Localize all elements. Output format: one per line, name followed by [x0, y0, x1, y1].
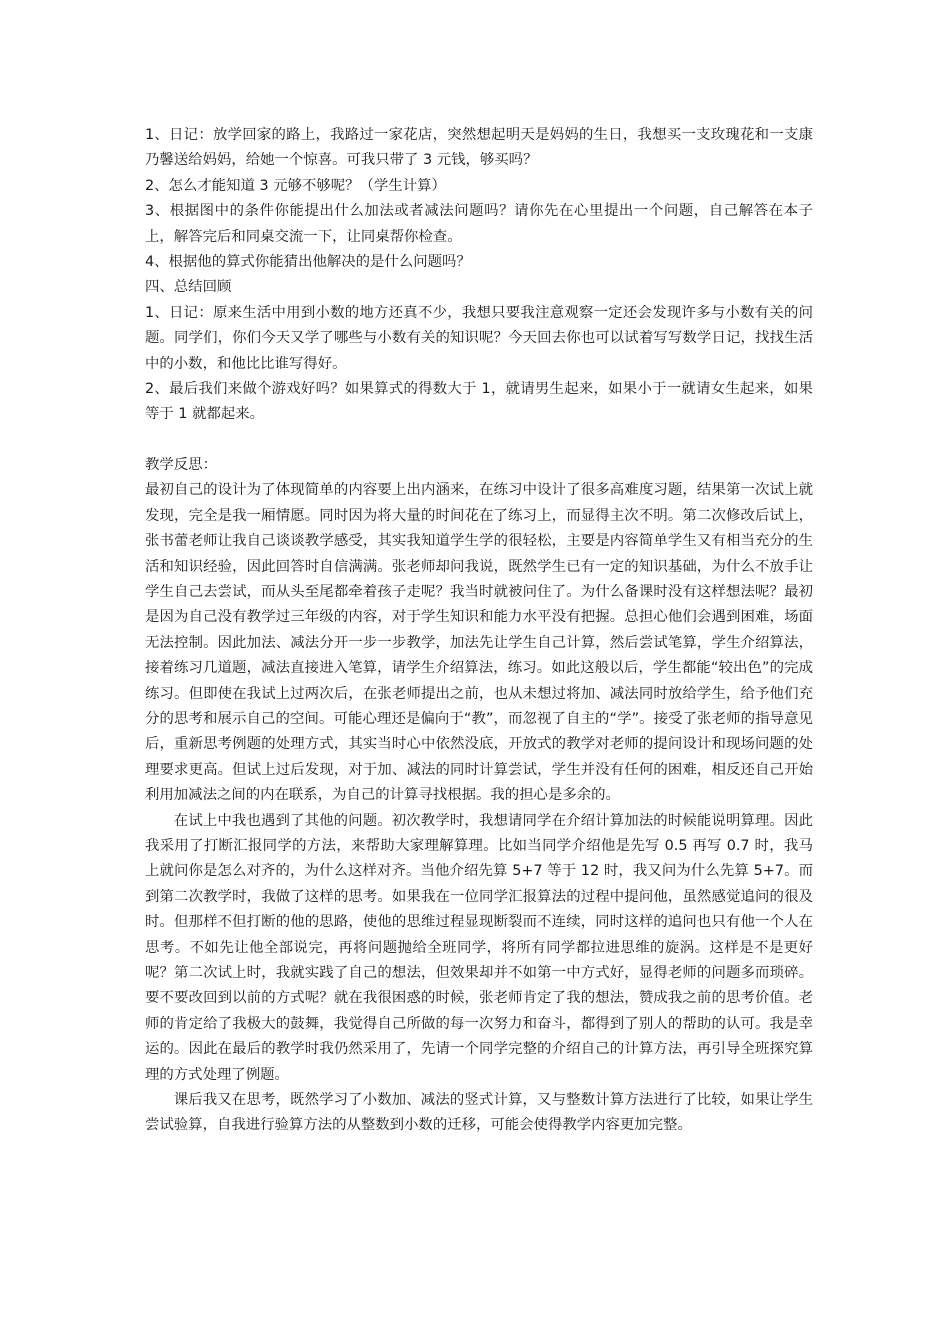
practice-item-2: 2、怎么才能知道 3 元够不够呢？（学生计算）	[145, 177, 446, 194]
practice-item-3: 3、根据图中的条件你能提出什么加法或者减法问题吗？请你先在心里提出一个问题，自己解答在本子上，解答完后和同桌交流一下，让同桌帮你检查。	[145, 203, 813, 245]
reflection-heading: 教学反思：	[145, 456, 217, 473]
reflection-paragraph-2: 在试上中我也遇到了其他的问题。初次教学时，我想请同学在介绍计算加法的时候能说明算理。因此我采用了打断汇报同学的方法，来帮助大家理解算理。比如当同学介绍他是先写 0.5 再写 0.7 时，我马上就问你是怎么对齐的，为什么这样对齐。当他介绍先算 5+7 等于 12 时，我又问为什么先算 5+7。而到第二次教学时，我做了这样的思考。如果我在一位同学汇报算法的过程中提问他，虽然感觉追问的很及时。但那样不但打断的他的思路，使他的思维过程显现断裂而不连续，同时这样的追问也只有他一个人在思考。不如先让他全部说完，再将问题抛给全班同学，将所有同学都拉进思维的旋涡。这样是不是更好呢？第二次试上时，我就实践了自己的想法，但效果却并不如第一中方式好，显得老师的问题多而琐碎。要不要改回到以前的方式呢？就在我很困惑的时候，张老师肯定了我的想法，赞成我之前的思考价值。老师的肯定给了我极大的鼓舞，我觉得自己所做的每一次努力和奋斗，都得到了别人的帮助的认可。我是幸运的。因此在最后的教学时我仍然采用了，先请一个同学完整的介绍自己的计算方法，再引导全班探究算理的方式处理了例题。	[145, 812, 813, 1083]
practice-item-1: 1、日记：放学回家的路上，我路过一家花店，突然想起明天是妈妈的生日，我想买一支玫瑰花和一支康乃馨送给妈妈，给她一个惊喜。可我只带了 3 元钱，够买吗？	[145, 127, 813, 169]
summary-heading: 四、总结回顾	[145, 279, 232, 296]
blank-line	[145, 428, 813, 453]
document-page	[145, 123, 813, 1139]
reflection-paragraph-3: 课后我又在思考，既然学习了小数加、减法的竖式计算，又与整数计算方法进行了比较，如果让学生尝试验算，自我进行验算方法的从整数到小数的迁移，可能会使得教学内容更加完整。	[145, 1092, 813, 1134]
practice-item-4: 4、根据他的算式你能猜出他解决的是什么问题吗？	[145, 254, 471, 271]
summary-item-2: 2、最后我们来做个游戏好吗？如果算式的得数大于 1，就请男生起来，如果小于一就请女生起来，如果等于 1 就都起来。	[145, 381, 813, 423]
reflection-paragraph-1: 最初自己的设计为了体现简单的内容要上出内涵来，在练习中设计了很多高难度习题，结果第一次试上就发现，完全是我一厢情愿。同时因为将大量的时间花在了练习上，而显得主次不明。第二次修改后试上，张书蕾老师让我自己谈谈教学感受，其实我知道学生学的很轻松，主要是内容简单学生又有相当充分的生活和知识经验，因此回答时自信满满。张老师却问我说，既然学生已有一定的知识基础，为什么不放手让学生自己去尝试，而从头至尾都牵着孩子走呢？我当时就被问住了。为什么备课时没有这样想法呢？最初是因为自己没有教学过三年级的内容，对于学生知识和能力水平没有把握。总担心他们会遇到困难，场面无法控制。因此加法、减法分开一步一步教学，加法先让学生自己计算，然后尝试笔算，学生介绍算法，接着练习几道题，减法直接进入笔算，请学生介绍算法，练习。如此这般以后，学生都能“较出色”的完成练习。但即使在我试上过两次后，在张老师提出之前，也从未想过将加、减法同时放给学生，给予他们充分的思考和展示自己的空间。可能心理还是偏向于“教”，而忽视了自主的“学”。接受了张老师的指导意见后，重新思考例题的处理方式，其实当时心中依然没底，开放式的教学对老师的提问设计和现场问题的处理要求更高。但试上过后发现，对于加、减法的同时计算尝试，学生并没有任何的困难，相反还自己开始利用加减法之间的内在联系，为自己的计算寻找根据。我的担心是多余的。	[145, 482, 813, 804]
summary-item-1: 1、日记：原来生活中用到小数的地方还真不少，我想只要我注意观察一定还会发现许多与小数有关的问题。同学们，你们今天又学了哪些与小数有关的知识呢？今天回去你也可以试着写写数学日记，找找生活中的小数，和他比比谁写得好。	[145, 304, 813, 372]
